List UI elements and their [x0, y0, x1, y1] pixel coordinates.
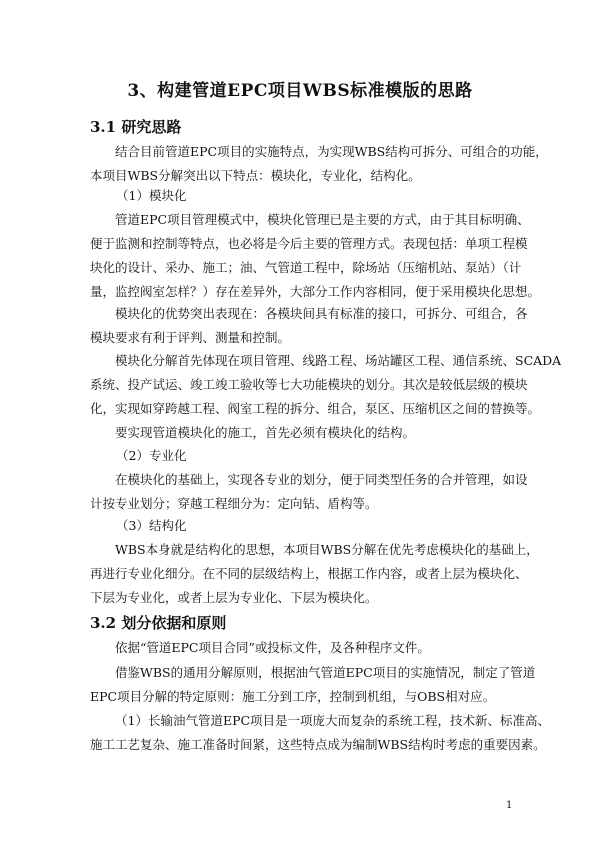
text-line: 模块化分解首先体现在项目管理、线路工程、场站罐区工程、通信系统、SCADA [115, 353, 562, 368]
text-line: 本项目WBS分解突出以下特点：模块化，专业化，结构化。 [90, 168, 421, 183]
text-line: 借鉴WBS的通用分解原则，根据油气管道EPC项目的实施情况，制定了管道 [115, 665, 536, 680]
text-line: 依据“管道EPC项目合同”或投标文件，及各种程序文件。 [115, 640, 430, 655]
paragraph-modular-advantage [90, 302, 528, 350]
text-line: 量，监控阀室怎样？）存在差异外，大部分工作内容相同，便于采用模块化思想。 [90, 284, 541, 299]
paragraph-specialization [90, 468, 528, 516]
page-title: 3、构建管道EPC项目WBS标准模版的思路 [127, 81, 473, 101]
text-line: 化，实现如穿跨越工程、阀室工程的拆分、组合，泵区、压缩机区之间的替换等。 [90, 401, 541, 416]
list-item-structuring: （3）结构化 [116, 518, 187, 533]
text-line: 块化的设计、采办、施工；油、气管道工程中，除场站（压缩机站、泵站）（计 [90, 260, 522, 275]
text-line: 再进行专业化细分。在不同的层级结构上，根据工作内容，或者上层为模块化、 [90, 566, 528, 581]
paragraph-structuring [90, 538, 539, 610]
section-heading-3-2: 3.2 划分依据和原则 [90, 614, 227, 632]
text-line: 下层为专业化，或者上层为专业化、下层为模块化。 [90, 590, 378, 605]
paragraph-principles [90, 661, 536, 709]
text-line: EPC项目分解的特定原则：施工分到工序，控制到机组，与OBS相对应。 [90, 689, 496, 704]
section-heading-3-1: 3.1 研究思路 [90, 118, 182, 136]
list-item-modular: （1）模块化 [116, 188, 187, 203]
text-line: 计按专业划分；穿越工程细分为：定向钻、盾构等。 [90, 496, 378, 511]
text-line: 模块化的优势突出表现在：各模块间具有标准的接口，可拆分、可组合，各 [115, 306, 528, 321]
text-line: （1）长输油气管道EPC项目是一项庞大而复杂的系统工程，技术新、标准高、 [115, 713, 551, 728]
text-line: 结合目前管道EPC项目的实施特点，为实现WBS结构可拆分、可组合的功能， [115, 144, 548, 159]
page-number: 1 [506, 800, 513, 811]
text-line: 管道EPC项目管理模式中，模块化管理已是主要的方式，由于其目标明确、 [115, 212, 530, 227]
paragraph-modular-decomposition [90, 349, 562, 421]
text-line: 系统、投产试运、竣工竣工验收等七大功能模块的划分。其次是较低层级的模块 [90, 377, 528, 392]
text-line: 施工工艺复杂、施工准备时间紧，这些特点成为编制WBS结构时考虑的重要因素。 [90, 737, 546, 752]
paragraph-intro [90, 140, 548, 188]
text-line: 模块要求有利于评判、测量和控制。 [90, 330, 291, 345]
paragraph-modular [90, 208, 541, 304]
list-item-specialization: （2）专业化 [116, 448, 187, 463]
text-line: 要实现管道模块化的施工，首先必须有模块化的结构。 [115, 425, 416, 440]
text-line: 在模块化的基础上，实现各专业的划分，便于同类型任务的合并管理，如设 [115, 472, 528, 487]
paragraph-long-pipeline [90, 709, 551, 757]
paragraph-modular-structure [90, 421, 513, 445]
text-line: 便于监测和控制等特点，也必将是今后主要的管理方式。表现包括：单项工程模 [90, 236, 528, 251]
paragraph-basis [90, 636, 513, 660]
text-line: WBS本身就是结构化的思想，本项目WBS分解在优先考虑模块化的基础上， [115, 542, 539, 557]
